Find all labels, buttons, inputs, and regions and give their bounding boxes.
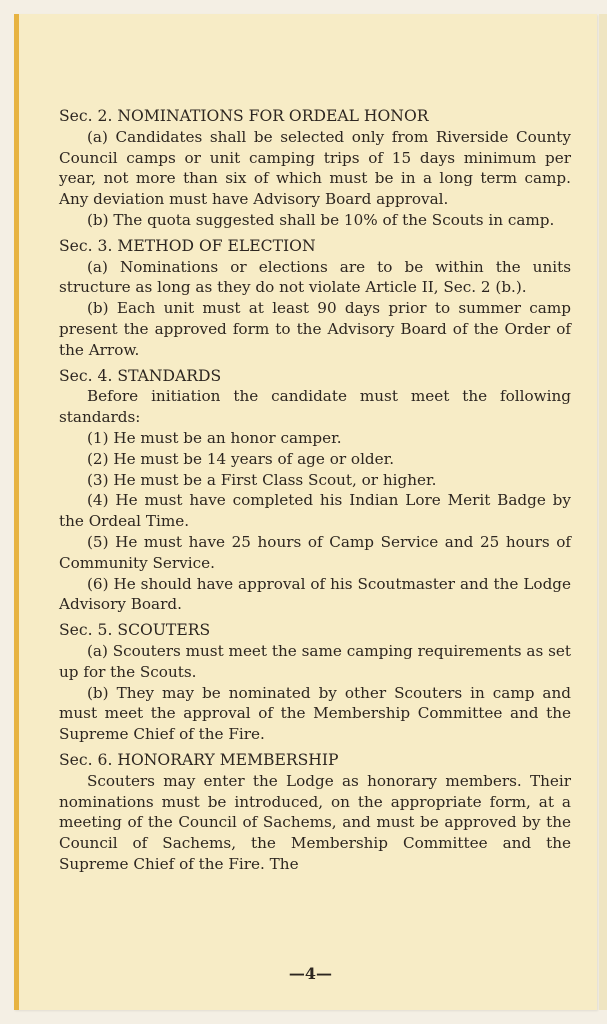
paragraph: (b) The quota suggested shall be 10% of the Scouts in camp. [87,210,555,229]
paragraph: (a) Nominations or elections are to be within the units structure as long as they do not violate Article II, Sec. 2 (b.). [59,257,571,297]
list-item: (1) He must be an honor camper. [87,428,342,447]
booklet-page [14,14,597,1010]
paragraph: Scouters may enter the Lodge as honorary members. Their nominations must be introduced, on the appropriate form, at a meeting of the Council of Sachems, and must be approved by the Council of Sachems, the Membership Committee and the Supreme Chief of the Fire. The [59,771,571,873]
section-heading: Sec. 2. NOMINATIONS FOR ORDEAL HONOR [59,107,429,125]
section-heading: Sec. 5. SCOUTERS [59,621,211,640]
page-text [59,106,571,875]
list-item: (6) He should have approval of his Scoutmaster and the Lodge Advisory Board. [59,574,571,614]
paragraph: (a) Scouters must meet the same camping requirements as set up for the Scouts. [59,641,571,681]
list-item: (5) He must have 25 hours of Camp Service and 25 hours of Community Service. [59,532,571,572]
section-heading: Sec. 4. STANDARDS [59,366,222,385]
list-item: (3) He must be a First Class Scout, or higher. [87,470,437,489]
paragraph: (b) Each unit must at least 90 days prior to summer camp present the approved form to the Advisory Board of the Order of the Arrow. [59,299,571,359]
section-heading: Sec. 6. HONORARY MEMBERSHIP [59,750,339,769]
paragraph: (b) They may be nominated by other Scouters in camp and must meet the approval of the Membership Committee and the Supreme Chief of the Fire. [59,683,571,744]
page-number: —4— [288,964,333,983]
section-heading: Sec. 3. METHOD OF ELECTION [59,236,316,255]
list-item: (2) He must be 14 years of age or older. [87,449,395,468]
paragraph: Before initiation the candidate must meet the following standards: [59,387,571,427]
list-item: (4) He must have completed his Indian Lore Merit Badge by the Ordeal Time. [59,491,571,531]
paragraph: (a) Candidates shall be selected only from Riverside County Council camps or unit camping trips of 15 days minimum per year, not more than six of which must be in a long term camp. Any deviation must have Advisory Board approval. [59,127,571,209]
next-page-edge [599,14,607,1010]
